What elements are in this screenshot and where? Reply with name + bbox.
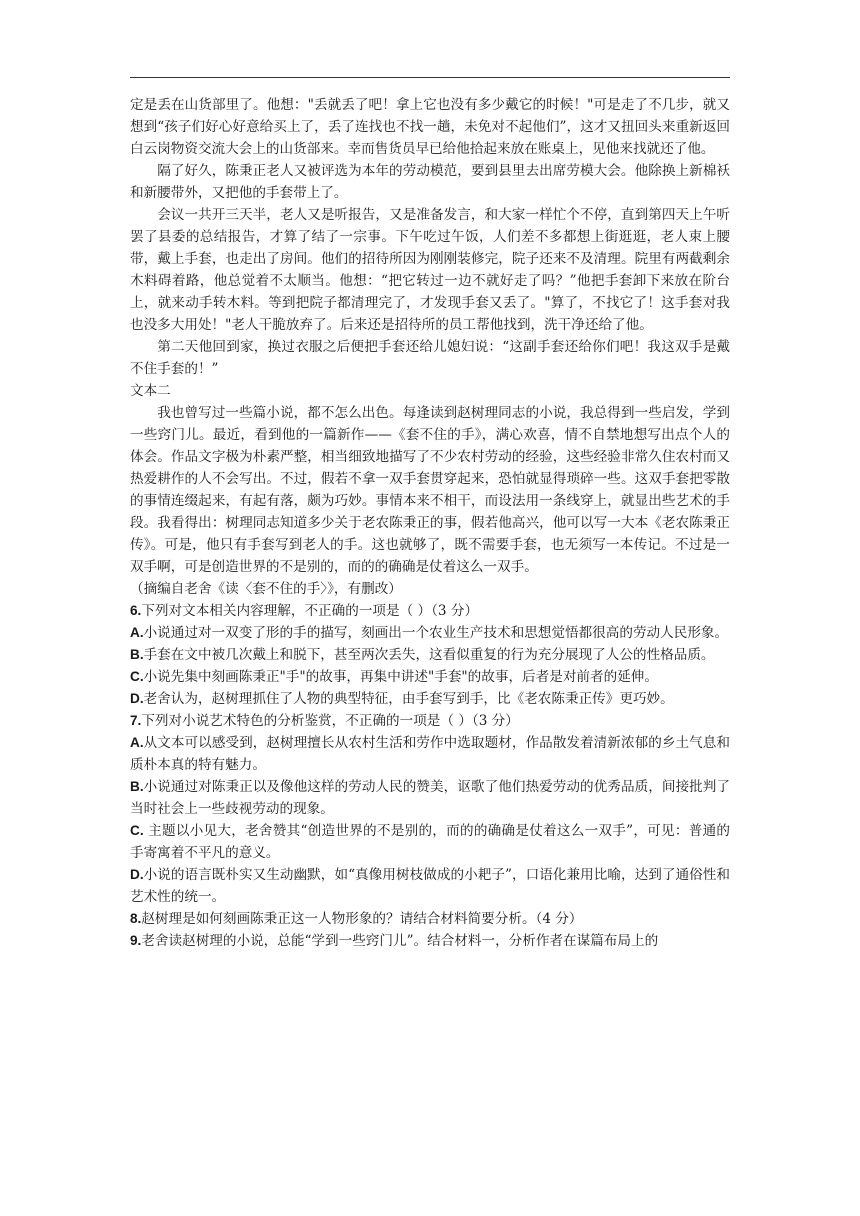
question-8-text: 赵树理是如何刻画陈秉正这一人物形象的？请结合材料简要分析。（4 分） [141, 911, 583, 927]
question-7 [130, 710, 730, 732]
header-rule [130, 77, 730, 78]
question-7-option-b [130, 776, 730, 820]
question-8 [130, 908, 730, 930]
option-key: A. [130, 625, 144, 640]
option-key: A. [130, 735, 144, 750]
question-7-stem: 下列对小说艺术特色的分析鉴赏，不正确的一项是（ ）（3 分） [141, 713, 519, 729]
question-6-option-c [130, 666, 730, 688]
option-text: 主题以小见大，老舍赞其“创造世界的不是别的，而的的确确是仗着这么一双手”，可见：普通的手寄寓着不平凡的意义。 [130, 823, 730, 861]
question-9-text: 老舍读赵树理的小说，总能“学到一些窍门儿”。结合材料一，分析作者在谋篇布局上的 [141, 933, 659, 949]
option-text: 手套在文中被几次戴上和脱下，甚至两次丢失，这看似重复的行为充分展现了人公的性格品质。 [143, 647, 715, 663]
option-text: 小说的语言既朴实又生动幽默，如“真像用树枝做成的小耙子”，口语化兼用比喻，达到了通俗性和艺术性的统一。 [130, 867, 730, 905]
option-key: B. [130, 647, 144, 662]
option-key: C. [130, 823, 144, 838]
option-text: 从文本可以感受到，赵树理擅长从农村生活和劳作中选取题材，作品散发着清新浓郁的乡土气息和质朴本真的特有魅力。 [130, 735, 730, 773]
option-text: 老舍认为，赵树理抓住了人物的典型特征，由手套写到手，比《老农陈秉正传》更巧妙。 [143, 691, 674, 707]
text1-paragraph-2: 隔了好久，陈秉正老人又被评选为本年的劳动模范，要到县里去出席劳模大会。他除换上新棉袄和新腰带外，又把他的手套带上了。 [130, 163, 730, 201]
question-6 [130, 600, 730, 622]
question-7-option-a [130, 732, 730, 776]
option-key: D. [130, 691, 144, 706]
question-6-option-a [130, 622, 730, 644]
option-key: B. [130, 779, 144, 794]
source-citation: （摘编自老舍《读〈套不住的手〉》，有删改） [130, 581, 402, 597]
text1-paragraph-4: 第二天他回到家，换过衣服之后便把手套还给儿媳妇说：“这副手套还给你们吧！我这双手是戴不住手套的！” [130, 339, 730, 377]
text1-paragraph-1: 定是丢在山货部里了。他想："丢就丢了吧！拿上它也没有多少戴它的时候！"可是走了不几步，就又想到“孩子们好心好意给买上了，丢了连找也不找一趟，未免对不起他们”，这才又扭回头来重新返回白云岗物资交流大会上的山货部来。幸而售货员早已给他拾起来放在账桌上，见他来找就还了他。 [130, 97, 730, 157]
question-9-number: 9. [130, 933, 142, 948]
option-key: C. [130, 669, 144, 684]
text2-paragraph: 我也曾写过一些篇小说，都不怎么出色。每逢读到赵树理同志的小说，我总得到一些启发，学到一些窍门儿。最近，看到他的一篇新作——《套不住的手》，满心欢喜，情不自禁地想写出点个人的体会。作品文字极为朴素严整，相当细致地描写了不少农村劳动的经验，这些经验非常久住农村而又热爱耕作的人不会写出。不过，假若不拿一双手套贯穿起来，恐怕就显得琐碎一些。这双手套把零散的事情连缀起来，有起有落，颇为巧妙。事情本来不相干，而设法用一条线穿上，就显出些艺术的手段。我看得出：树理同志知道多少关于老农陈秉正的事，假若他高兴，他可以写一大本《老农陈秉正传》。可是，他只有手套写到老人的手。这也就够了，既不需要手套，也无须写一本传记。不过是一双手啊，可是创造世界的不是别的，而的的确确是仗着这么一双手。 [130, 405, 730, 575]
document-body [130, 94, 730, 952]
question-7-option-d [130, 864, 730, 908]
question-6-option-b [130, 644, 730, 666]
option-text: 小说通过对陈秉正以及像他这样的劳动人民的赞美，讴歌了他们热爱劳动的优秀品质，间接批判了当时社会上一些歧视劳动的现象。 [130, 779, 730, 817]
text1-paragraph-3: 会议一共开三天半，老人又是听报告，又是准备发言，和大家一样忙个不停，直到第四天上午听罢了县委的总结报告，才算了结了一宗事。下午吃过午饭，人们差不多都想上街逛逛，老人束上腰带，戴上手套，也走出了房间。他们的招待所因为刚刚装修完，院子还来不及清理。院里有两截剩余木料碍着路，他总觉着不太顺当。他想：“把它转过一边不就好走了吗？”他把手套卸下来放在阶台上，就来动手转木料。等到把院子都清理完了，才发现手套又丢了。"算了，不找它了！这手套对我也没多大用处！"老人干脆放弃了。后来还是招待所的员工帮他找到，洗干净还给了他。 [130, 207, 730, 333]
question-9 [130, 930, 730, 952]
question-6-number: 6. [130, 603, 142, 618]
text2-label: 文本二 [130, 383, 171, 399]
option-text: 小说先集中刻画陈秉正"手"的故事，再集中讲述"手套"的故事，后者是对前者的延伸。 [143, 669, 658, 685]
question-8-number: 8. [130, 911, 142, 926]
question-6-option-d [130, 688, 730, 710]
question-7-number: 7. [130, 713, 142, 728]
question-6-stem: 下列对文本相关内容理解，不正确的一项是（ ）（3 分） [141, 603, 479, 619]
option-key: D. [130, 867, 144, 882]
question-7-option-c [130, 820, 730, 864]
option-text: 小说通过对一双变了形的手的描写，刻画出一个农业生产技术和思想觉悟都很高的劳动人民形象。 [143, 625, 729, 641]
